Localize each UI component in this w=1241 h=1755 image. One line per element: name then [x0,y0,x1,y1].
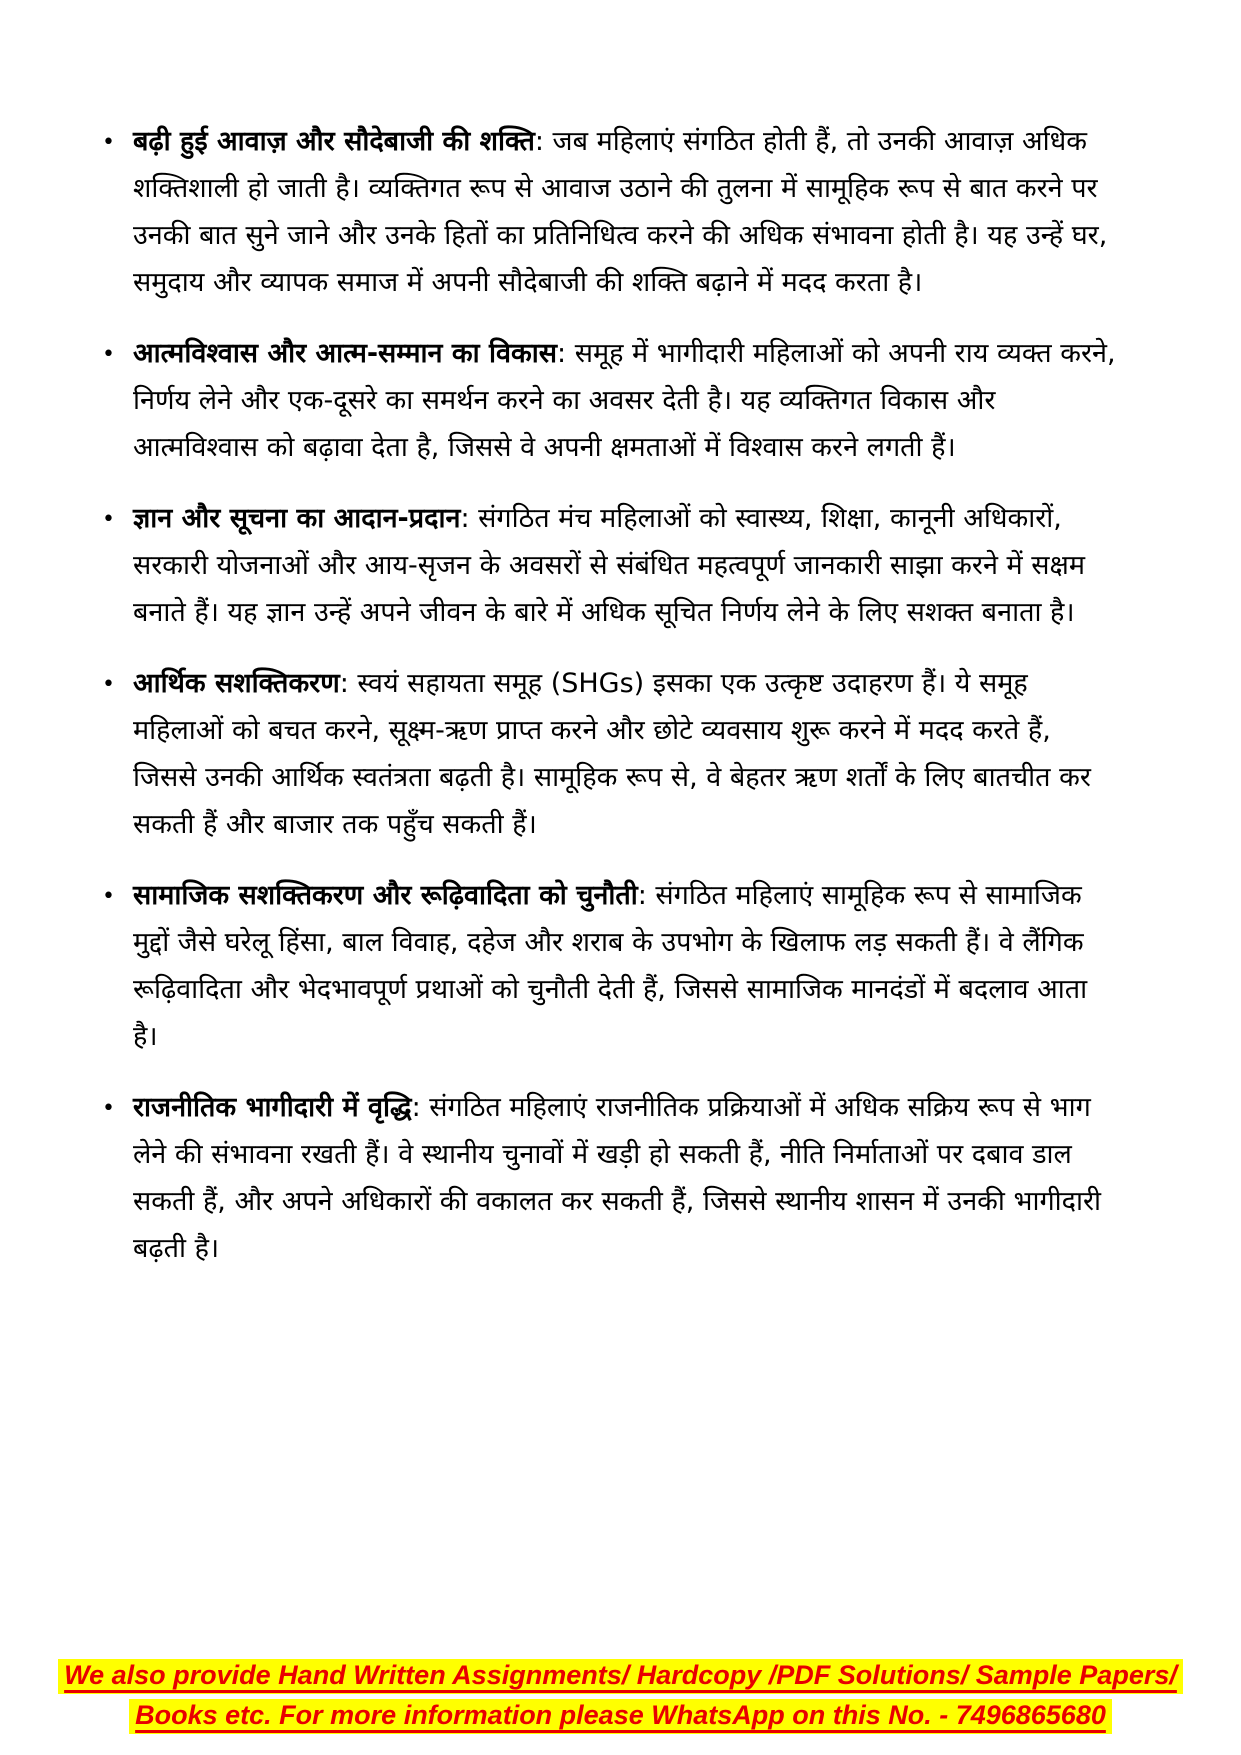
bullet-body: : स्वयं सहायता समूह (SHGs) इसका एक उत्कृष्ट उदाहरण हैं। ये समूह महिलाओं को बचत करने, सूक्ष्म-ऋण प्राप्त करने और छोटे व्यवसाय शुरू करने में मदद करते हैं, जिससे उनकी आर्थिक स्वतंत्रता बढ़ती है। सामूहिक रूप से, वे बेहतर ऋण शर्तों के लिए बातचीत कर सकती हैं और बाजार तक पहुँच सकती हैं। [133,668,1091,840]
bullet-item-social-empowerment [100,872,1120,1060]
bullet-item-knowledge-exchange [100,495,1120,636]
bullet-item-political-participation [100,1084,1120,1272]
bullet-body: : संगठित महिलाएं राजनीतिक प्रक्रियाओं में अधिक सक्रिय रूप से भाग लेने की संभावना रखती हैं। वे स्थानीय चुनावों में खड़ी हो सकती हैं, नीति निर्माताओं पर दबाव डाल सकती हैं, और अपने अधिकारों की वकालत कर सकती हैं, जिससे स्थानीय शासन में उनकी भागीदारी बढ़ती है। [133,1092,1102,1264]
footer-line-1 [0,1655,1241,1695]
bullet-heading: राजनीतिक भागीदारी में वृद्धि [133,1092,412,1123]
bullet-body: : संगठित महिलाएं सामूहिक रूप से सामाजिक मुद्दों जैसे घरेलू हिंसा, बाल विवाह, दहेज और शराब के उपभोग के खिलाफ लड़ सकती हैं। वे लैंगिक रूढ़िवादिता और भेदभावपूर्ण प्रथाओं को चुनौती देती हैं, जिससे सामाजिक मानदंडों में बदलाव आता है। [133,880,1088,1052]
footer-highlight-text-1: We also provide Hand Written Assignments/ Hardcopy /PDF Solutions/ Sample Papers/ [58,1659,1183,1694]
footer-line-2 [0,1695,1241,1735]
document-content [100,118,1120,1296]
footer-highlight-text-2: Books etc. For more information please WhatsApp on this No. - 7496865680 [129,1699,1112,1734]
bullet-heading: बढ़ी हुई आवाज़ और सौदेबाजी की शक्ति [133,126,535,157]
bullet-heading: आत्मविश्वास और आत्म-सम्मान का विकास [133,338,558,369]
bullet-body: : संगठित मंच महिलाओं को स्वास्थ्य, शिक्षा, कानूनी अधिकारों, सरकारी योजनाओं और आय-सृजन के अवसरों से संबंधित महत्वपूर्ण जानकारी साझा करने में सक्षम बनाते हैं। यह ज्ञान उन्हें अपने जीवन के बारे में अधिक सूचित निर्णय लेने के लिए सशक्त बनाता है। [133,503,1085,628]
bullet-body: : समूह में भागीदारी महिलाओं को अपनी राय व्यक्त करने, निर्णय लेने और एक-दूसरे का समर्थन करने का अवसर देती है। यह व्यक्तिगत विकास और आत्मविश्वास को बढ़ावा देता है, जिससे वे अपनी क्षमताओं में विश्वास करने लगती हैं। [133,338,1116,463]
footer-banner [0,1655,1241,1735]
bullet-body: : जब महिलाएं संगठित होती हैं, तो उनकी आवाज़ अधिक शक्तिशाली हो जाती है। व्यक्तिगत रूप से आवाज उठाने की तुलना में सामूहिक रूप से बात करने पर उनकी बात सुने जाने और उनके हितों का प्रतिनिधित्व करने की अधिक संभावना होती है। यह उन्हें घर, समुदाय और व्यापक समाज में अपनी सौदेबाजी की शक्ति बढ़ाने में मदद करता है। [133,126,1108,298]
bullet-item-voice-bargaining [100,118,1120,306]
bullet-list [100,118,1120,1272]
bullet-heading: आर्थिक सशक्तिकरण [133,668,340,699]
bullet-item-self-confidence [100,330,1120,471]
bullet-item-economic-empowerment [100,660,1120,848]
bullet-heading: सामाजिक सशक्तिकरण और रूढ़िवादिता को चुनौती [133,880,638,911]
bullet-heading: ज्ञान और सूचना का आदान-प्रदान [133,503,461,534]
